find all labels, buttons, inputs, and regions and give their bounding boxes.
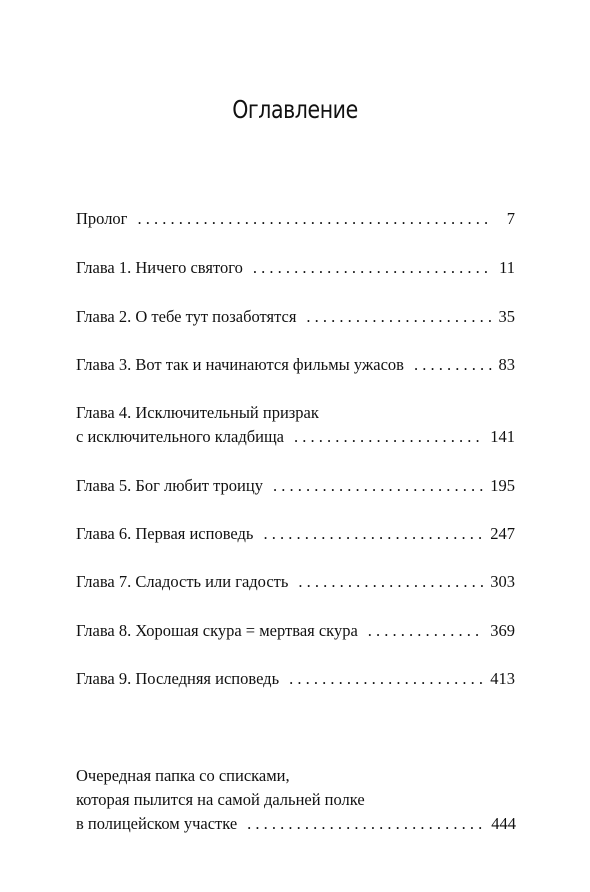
toc-entry-label: Глава 1. Ничего святого — [76, 258, 243, 277]
toc-entry-chapter-2 — [76, 305, 515, 329]
toc-page-number: 247 — [490, 524, 515, 543]
toc-page-number: 195 — [490, 476, 515, 495]
toc-entry-label: с исключительного кладбища — [76, 427, 285, 446]
toc-entry-label: Глава 3. Вот так и начинаются фильмы ужасов — [76, 355, 404, 374]
toc-page-number: 141 — [490, 427, 515, 446]
dot-leader — [368, 619, 484, 643]
toc-page-number: 83 — [498, 355, 515, 374]
toc-entry-label: Глава 7. Сладость или гадость — [76, 572, 289, 591]
toc-page-number: 413 — [490, 669, 515, 688]
toc-entry-chapter-7 — [76, 570, 515, 594]
dot-leader — [298, 570, 484, 594]
toc-page-number: 444 — [491, 814, 516, 833]
toc-page-number: 35 — [498, 307, 515, 326]
dot-leader — [306, 305, 492, 329]
toc-entry-prologue — [76, 207, 515, 231]
dot-leader — [273, 474, 484, 498]
dot-leader — [247, 812, 485, 836]
toc-entry-chapter-8 — [76, 619, 515, 643]
toc-entry-chapter-5 — [76, 474, 515, 498]
toc-entry-label: Глава 5. Бог любит троицу — [76, 476, 263, 495]
dot-leader — [137, 207, 493, 231]
dot-leader — [263, 522, 484, 546]
toc-entry-chapter-3 — [76, 353, 515, 377]
dot-leader — [289, 667, 484, 691]
dot-leader — [294, 425, 484, 449]
toc-page-number: 303 — [490, 572, 515, 591]
toc-entry-line: Глава 4. Исключительный призрак — [76, 403, 319, 422]
toc-entry-label: Глава 6. Первая исповедь — [76, 524, 254, 543]
toc-entry-label: Пролог — [76, 209, 128, 228]
toc-entry-chapter-1 — [76, 256, 515, 280]
toc-entry-chapter-6 — [76, 522, 515, 546]
toc-entry-chapter-9 — [76, 667, 515, 691]
toc-entry-label: Глава 2. О тебе тут позаботятся — [76, 307, 297, 326]
page-title: Оглавление — [232, 95, 358, 124]
toc-page-number: 7 — [506, 209, 515, 228]
toc-page-number: 369 — [490, 621, 515, 640]
dot-leader — [414, 353, 493, 377]
toc-entry-label: Глава 9. Последняя исповедь — [76, 669, 280, 688]
toc-entry-line: которая пылится на самой дальней полке — [76, 790, 365, 809]
toc-entry-label: Глава 8. Хорошая скура = мертвая скура — [76, 621, 358, 640]
toc-entry-line: Очередная папка со списками, — [76, 766, 290, 785]
toc-page-number: 11 — [499, 258, 515, 277]
dot-leader — [253, 256, 493, 280]
toc-entry-chapter-4 — [76, 401, 515, 449]
toc-entry-label: в полицейском участке — [76, 814, 238, 833]
toc-entry-appendix — [76, 764, 516, 836]
